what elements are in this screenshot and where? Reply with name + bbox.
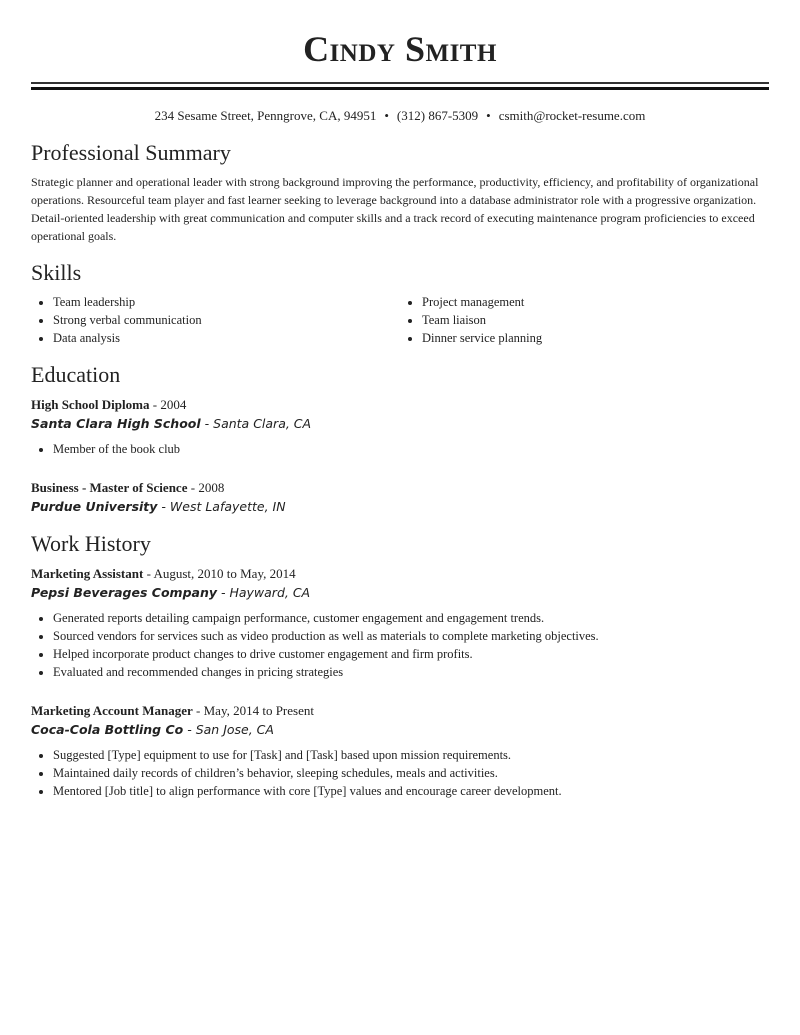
company: Pepsi Beverages Company: [31, 585, 217, 600]
work-bullet: • Sourced vendors for services such as video production as well as materials to complete marketing objectives.: [53, 627, 769, 645]
candidate-name: Cindy Smith: [303, 29, 497, 69]
contact-line: [31, 107, 769, 125]
location: Hayward, CA: [229, 585, 311, 600]
header-rule-thin: [31, 82, 769, 84]
date: 2008: [198, 480, 225, 495]
education-bullet: • Member of the book club: [53, 440, 769, 458]
skill-item: • Strong verbal communication: [53, 311, 400, 329]
location: West Lafayette, IN: [169, 499, 286, 514]
skill-item: • Dinner service planning: [422, 329, 769, 347]
education-section: [31, 361, 769, 516]
school: Santa Clara High School: [31, 416, 201, 431]
skills-list-left: [31, 293, 400, 347]
work-bullet: • Maintained daily records of children’s behavior, sleeping schedules, meals and activities.: [53, 764, 769, 782]
section-heading: Skills: [31, 260, 82, 285]
work-entry: Marketing Account Manager - May, 2014 to Present Coca-Cola Bottling Co - San Jose, CA • Suggested [Type] equipment to use for [Task] and [Task] based upon mission requirements. • Maintained daily records of children’s behavior, sleeping schedules, meals and activities. • Mentored [Job title] to align performance with core [Type] values and encourage career development.: [31, 701, 769, 800]
education-entry: High School Diploma - 2004 Santa Clara High School - Santa Clara, CA • Member of the book club: [31, 395, 769, 458]
section-heading: Professional Summary: [31, 140, 231, 165]
section-heading: Work History: [31, 531, 151, 556]
section-heading: Education: [31, 362, 121, 387]
skills-section: [31, 259, 769, 347]
work-bullet: • Helped incorporate product changes to drive customer engagement and firm profits.: [53, 645, 769, 663]
contact-email: csmith@rocket-resume.com: [498, 108, 646, 123]
contact-phone: (312) 867-5309: [396, 108, 479, 123]
skill-item: • Project management: [422, 293, 769, 311]
work-entry: Marketing Assistant - August, 2010 to May, 2014 Pepsi Beverages Company - Hayward, CA • Generated reports detailing campaign performance, customer engagement and engagement trends. • Sourced vendors for services such as video production as well as materials to complete marketing objectives. • Helped incorporate product changes to drive customer engagement and firm profits. • Evaluated and recommended changes in pricing strategies: [31, 564, 769, 681]
job-title: Marketing Assistant: [31, 566, 144, 581]
skill-item: • Team leadership: [53, 293, 400, 311]
skill-item: • Team liaison: [422, 311, 769, 329]
separator: •: [384, 108, 389, 123]
separator: •: [486, 108, 491, 123]
skills-list-right: [400, 293, 769, 347]
dates: August, 2010 to May, 2014: [153, 566, 296, 581]
location: Santa Clara, CA: [213, 416, 312, 431]
summary-text: Strategic planner and operational leader with strong background improving the performance, productivity, efficiency, and profitability of organizational operations. Resourceful team player and fast learner seeking to leverage background into a database administrator role with a progressive organization. Detail-oriented leadership with great communication and computer skills and a track record of executing maintenance program proficiencies to exceed operational goals.: [31, 175, 759, 243]
skill-item: • Data analysis: [53, 329, 400, 347]
date: 2004: [160, 397, 187, 412]
work-bullet: • Mentored [Job title] to align performance with core [Type] values and encourage career development.: [53, 782, 769, 800]
work-bullet: • Evaluated and recommended changes in pricing strategies: [53, 663, 769, 681]
school: Purdue University: [31, 499, 158, 514]
degree: High School Diploma: [31, 397, 150, 412]
degree: Business - Master of Science: [31, 480, 188, 495]
contact-address: 234 Sesame Street, Penngrove, CA, 94951: [154, 108, 377, 123]
dates: May, 2014 to Present: [203, 703, 314, 718]
company: Coca-Cola Bottling Co: [31, 722, 184, 737]
work-bullet: • Generated reports detailing campaign performance, customer engagement and engagement trends.: [53, 609, 769, 627]
work-history-section: [31, 530, 769, 800]
summary-section: [31, 139, 769, 245]
location: San Jose, CA: [195, 722, 274, 737]
job-title: Marketing Account Manager: [31, 703, 193, 718]
education-entry: Business - Master of Science - 2008 Purdue University - West Lafayette, IN: [31, 480, 286, 514]
work-bullet: • Suggested [Type] equipment to use for [Task] and [Task] based upon mission requirements.: [53, 746, 769, 764]
header-rule-thick: [31, 87, 769, 90]
